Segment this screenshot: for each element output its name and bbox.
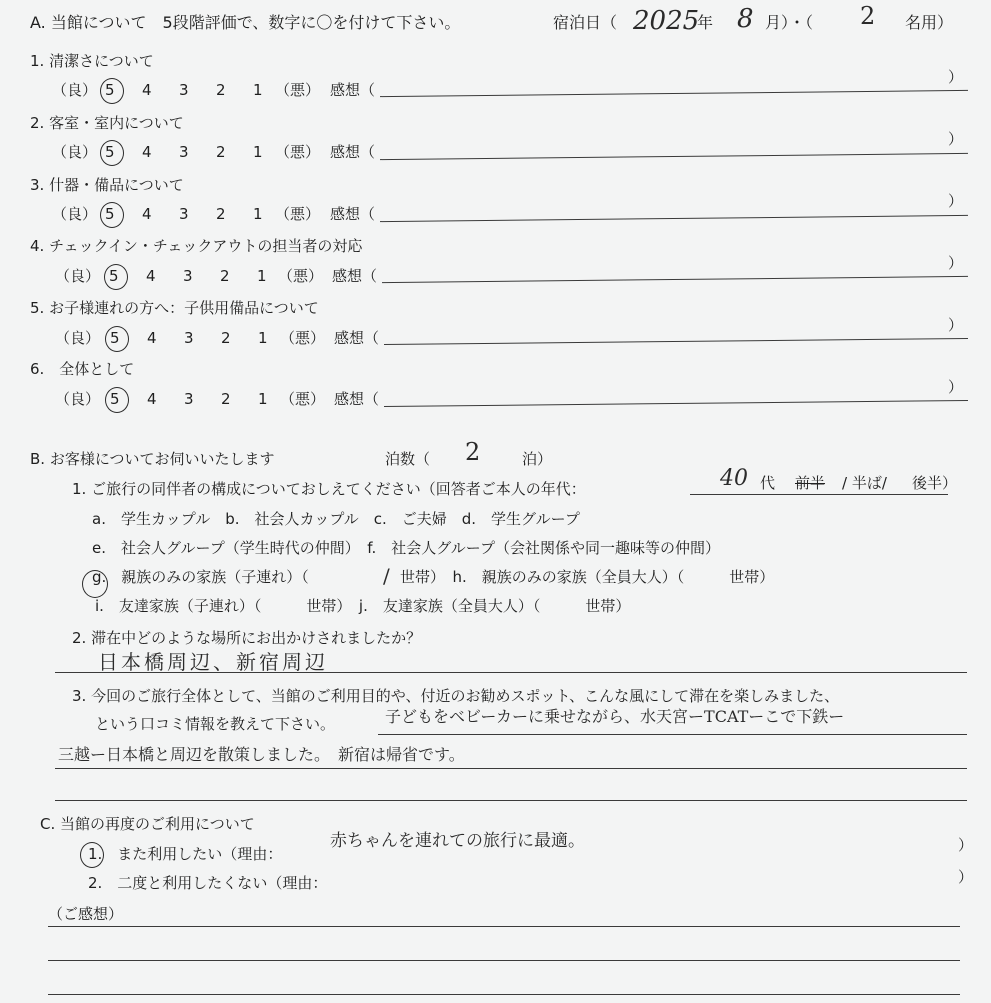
rating-option-3[interactable]: 3: [183, 267, 193, 285]
selected-rating-circle: [104, 264, 128, 290]
comment-label: 感想（: [334, 329, 380, 347]
comment-line-4[interactable]: [382, 276, 968, 283]
close-paren: ）: [958, 868, 974, 886]
rating-option-2[interactable]: 2: [216, 205, 226, 223]
close-paren: ）: [948, 254, 964, 272]
rating-option-3[interactable]: 3: [184, 329, 194, 347]
close-paren: ）: [948, 68, 964, 86]
bad-label: （悪）: [275, 81, 321, 99]
selected-rating-circle: [100, 202, 124, 228]
section-c-header: C. 当館の再度のご利用について: [40, 815, 255, 833]
rating-option-1[interactable]: 1: [257, 267, 267, 285]
month-label: 月）・（: [765, 13, 814, 32]
good-label: （良）: [55, 267, 101, 285]
rating-option-3[interactable]: 3: [179, 143, 189, 161]
comment-line-6[interactable]: [384, 400, 968, 407]
good-label: （良）: [52, 205, 98, 223]
rating-scale-5: [110, 331, 295, 346]
comment-label: 感想（: [332, 267, 378, 285]
age-line: [690, 494, 948, 495]
bad-label: （悪）: [280, 329, 326, 347]
rating-option-2[interactable]: 2: [221, 390, 231, 408]
g-households-handwritten: /: [383, 564, 390, 588]
rating-option-5[interactable]: 5: [109, 267, 119, 285]
age-early-selected: 前半: [795, 474, 826, 492]
item-title-1: 1. 清潔さについて: [30, 52, 154, 70]
stay-month-handwritten: 8: [737, 4, 754, 34]
rating-option-5[interactable]: 5: [105, 205, 115, 223]
close-paren: ）: [948, 378, 964, 396]
rating-option-1[interactable]: 1: [258, 329, 268, 347]
revisit-option-1: 1. また利用したい（理由：: [88, 845, 283, 863]
rating-option-4[interactable]: 4: [146, 267, 156, 285]
selected-rating-circle: [105, 326, 129, 352]
options-row-1: a. 学生カップル b. 社会人カップル c. ご夫婦 d. 学生グループ: [92, 510, 580, 528]
item-title-3: 3. 什器・備品について: [30, 176, 184, 194]
selected-rating-circle: [105, 387, 129, 413]
rating-option-1[interactable]: 1: [253, 205, 263, 223]
bad-label: （悪）: [275, 205, 321, 223]
revisit-option-2: 2. 二度と利用したくない（理由：: [88, 874, 328, 892]
rating-option-5[interactable]: 5: [110, 329, 120, 347]
rating-option-4[interactable]: 4: [147, 390, 157, 408]
comment-label: 感想（: [330, 205, 376, 223]
question-b3-line1: 3. 今回のご旅行全体として、当館のご利用目的や、付近のお勧めスポット、こんな風にして滞在を楽しみました、: [72, 687, 840, 705]
rating-option-5[interactable]: 5: [105, 81, 115, 99]
close-paren: ）: [958, 836, 974, 854]
good-label: （良）: [55, 390, 101, 408]
rating-option-2[interactable]: 2: [216, 143, 226, 161]
nights-label: 泊数（: [385, 450, 431, 468]
year-label: 年: [697, 13, 714, 32]
age-dai: 代: [760, 474, 776, 492]
rating-option-2[interactable]: 2: [220, 267, 230, 285]
rating-scale-1: [105, 83, 290, 98]
question-b3-line2: という口コミ情報を教えて下さい。: [95, 715, 336, 733]
options-row-4: i. 友達家族（子連れ）（ 世帯） j. 友達家族（全員大人）（ 世帯）: [95, 597, 631, 615]
item-title-4: 4. チェックイン・チェックアウトの担当者の対応: [30, 237, 363, 255]
rating-option-3[interactable]: 3: [184, 390, 194, 408]
rating-option-4[interactable]: 4: [142, 81, 152, 99]
comment-label: 感想（: [330, 81, 376, 99]
comment-line-2[interactable]: [380, 153, 968, 160]
good-label: （良）: [52, 81, 98, 99]
b2-answer-handwritten: 日本橋周辺、新宿周辺: [98, 650, 328, 674]
good-label: （良）: [52, 143, 98, 161]
options-row-3-g: g. 親族のみの家族（子連れ）（: [92, 568, 309, 586]
rating-option-4[interactable]: 4: [147, 329, 157, 347]
age-mid: / 半ば/: [842, 474, 887, 492]
comments-line-1[interactable]: [48, 926, 960, 927]
rating-scale-2: [105, 145, 290, 160]
bad-label: （悪）: [275, 143, 321, 161]
b3-answer-handwritten-1: 子どもをベビーカーに乗せながら、水天宮ーTCATーこで下鉄ー: [385, 707, 845, 726]
comment-line-3[interactable]: [380, 215, 968, 222]
b2-answer-line[interactable]: [55, 672, 967, 673]
rating-option-2[interactable]: 2: [216, 81, 226, 99]
close-paren: ）: [948, 192, 964, 210]
question-b2: 2. 滞在中どのような場所にお出かけされましたか？: [72, 629, 422, 647]
selected-option-g-circle: [82, 570, 108, 598]
rating-option-3[interactable]: 3: [179, 205, 189, 223]
rating-option-2[interactable]: 2: [221, 329, 231, 347]
rating-scale-6: [110, 392, 295, 407]
guests-label: 名用）: [905, 13, 954, 32]
b3-answer-line-2[interactable]: [55, 768, 967, 769]
rating-scale-3: [105, 207, 290, 222]
bad-label: （悪）: [280, 390, 326, 408]
good-label: （良）: [55, 329, 101, 347]
comments-line-2[interactable]: [48, 960, 960, 961]
options-row-3-h: 世帯） h. 親族のみの家族（全員大人）（ 世帯）: [400, 568, 775, 586]
close-paren: ）: [948, 316, 964, 334]
stay-date-label: 宿泊日（: [553, 13, 618, 32]
section-b-header: B. お客様についてお伺いいたします: [30, 450, 275, 468]
age-late: 後半）: [912, 474, 958, 492]
selected-revisit-circle: [80, 842, 104, 868]
guests-handwritten: 2: [860, 2, 876, 30]
options-row-2: e. 社会人グループ（学生時代の仲間） f. 社会人グループ（会社関係や同一趣味等の仲間）: [92, 539, 721, 557]
b3-answer-line-1[interactable]: [378, 734, 967, 735]
rating-option-5[interactable]: 5: [105, 143, 115, 161]
selected-rating-circle: [100, 140, 124, 166]
age-handwritten: 40: [720, 466, 748, 491]
rating-option-1[interactable]: 1: [258, 390, 268, 408]
close-paren: ）: [948, 130, 964, 148]
revisit-reason-handwritten: 赤ちゃんを連れての旅行に最適。: [330, 831, 585, 851]
comment-line-1[interactable]: [380, 90, 968, 97]
question-b1: 1. ご旅行の同伴者の構成についておしえてください（回答者ご本人の年代：: [72, 480, 586, 498]
comment-label: 感想（: [330, 143, 376, 161]
section-a-header: A. 当館について 5段階評価で、数字に〇を付けて下さい。: [30, 13, 461, 32]
selected-rating-circle: [100, 78, 124, 104]
comments-line-3[interactable]: [48, 994, 960, 995]
rating-option-4[interactable]: 4: [142, 143, 152, 161]
rating-option-5[interactable]: 5: [110, 390, 120, 408]
item-title-6: 6. 全体として: [30, 360, 135, 378]
rating-option-1[interactable]: 1: [253, 143, 263, 161]
b3-answer-line-3[interactable]: [55, 800, 967, 801]
comments-label: （ご感想）: [48, 905, 124, 923]
comment-line-5[interactable]: [384, 338, 968, 345]
rating-option-3[interactable]: 3: [179, 81, 189, 99]
nights-handwritten: 2: [465, 438, 481, 466]
bad-label: （悪）: [278, 267, 324, 285]
item-title-2: 2. 客室・室内について: [30, 114, 184, 132]
rating-option-1[interactable]: 1: [253, 81, 263, 99]
nights-unit: 泊）: [522, 450, 553, 468]
rating-option-4[interactable]: 4: [142, 205, 152, 223]
rating-scale-4: [109, 269, 294, 284]
item-title-5: 5. お子様連れの方へ：子供用備品について: [30, 299, 319, 317]
stay-year-handwritten: 2025: [633, 6, 700, 36]
comment-label: 感想（: [334, 390, 380, 408]
b3-answer-handwritten-2: 三越ー日本橋と周辺を散策しました。 新宿は帰省です。: [58, 745, 465, 764]
